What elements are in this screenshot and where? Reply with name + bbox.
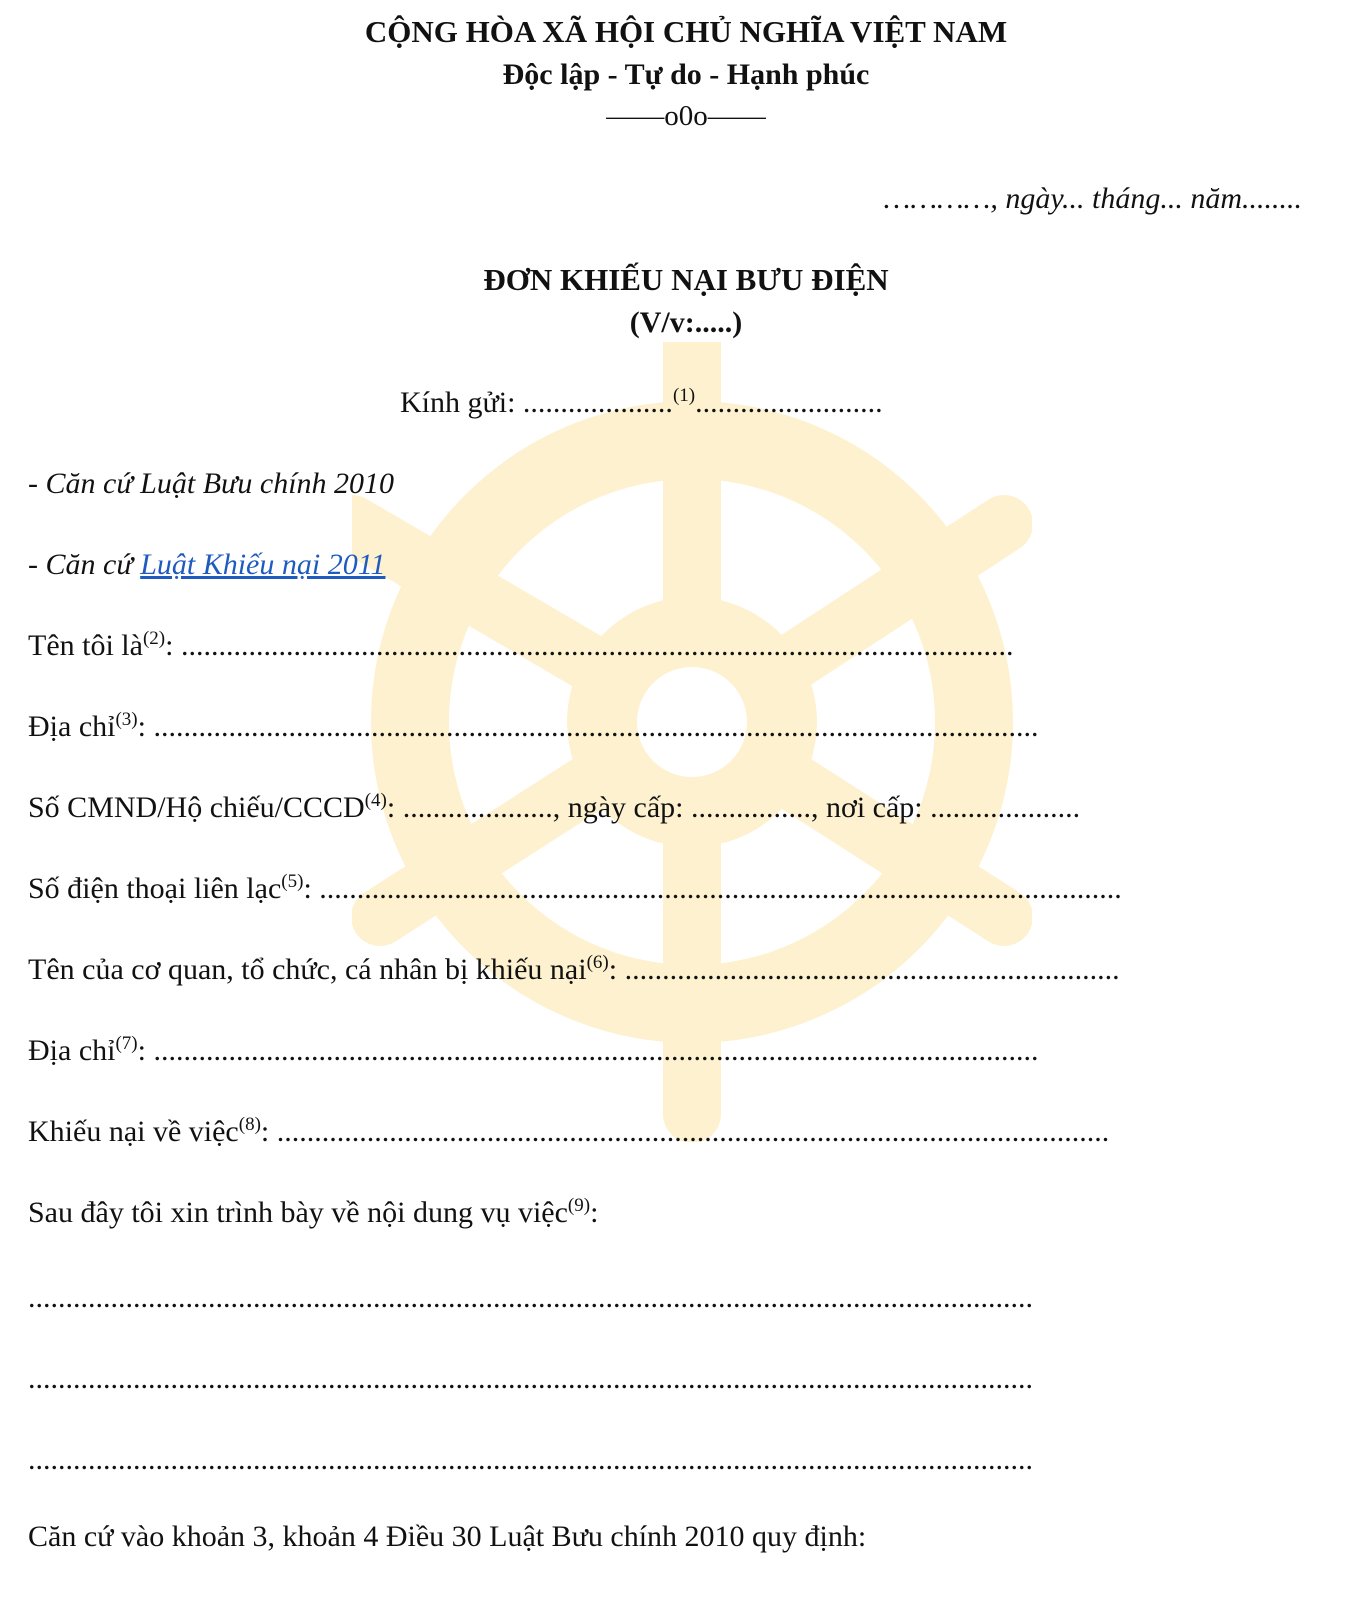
- legal-basis-item: [28, 550, 385, 580]
- field-label: Địa chỉ: [28, 710, 116, 743]
- closing-line: Căn cứ vào khoản 3, khoản 4 Điều 30 Luật Bưu chính 2010 quy định:: [28, 1520, 867, 1553]
- field-blank: : ......................................................................................................................: [137, 710, 1039, 743]
- addressee-line: [400, 385, 883, 419]
- footnote-ref: (4): [364, 790, 387, 811]
- blank-line: ......................................................................................................................................: [28, 1443, 1033, 1476]
- field-label: Khiếu nại về việc: [28, 1115, 239, 1148]
- field-respondent-address: [28, 1033, 1039, 1067]
- field-respondent-name: [28, 952, 1120, 986]
- field-blank: : ..................................................................: [608, 953, 1120, 986]
- legal-basis-text: - Căn cứ: [28, 548, 141, 581]
- date-line: …………, ngày... tháng... năm........: [883, 182, 1302, 215]
- field-blank: : ...................., ngày cấp: ................, nơi cấp: ....................: [386, 791, 1081, 824]
- footnote-ref: (9): [567, 1195, 591, 1216]
- field-label: Sau đây tôi xin trình bày về nội dung vụ việc: [28, 1196, 568, 1229]
- law-link[interactable]: Luật Khiếu nại 2011: [140, 548, 386, 581]
- legal-basis-text: - Căn cứ Luật Bưu chính 2010: [28, 467, 395, 500]
- field-blank: : ...........................................................................................................: [303, 872, 1122, 905]
- document-title: ĐƠN KHIẾU NẠI BƯU ĐIỆN: [483, 262, 889, 297]
- motto: Độc lập - Tự do - Hạnh phúc: [502, 58, 870, 91]
- field-blank: : ......................................................................................................................: [137, 1034, 1039, 1067]
- blank-line: ......................................................................................................................................: [28, 1362, 1033, 1395]
- field-case-content: [28, 1195, 599, 1229]
- field-label: Số điện thoại liên lạc: [28, 872, 282, 905]
- document-subject: (V/v:.....): [629, 306, 743, 339]
- footnote-ref: (8): [238, 1114, 261, 1135]
- field-phone: [28, 871, 1122, 905]
- footnote-ref: (5): [281, 871, 304, 892]
- national-title: CỘNG HÒA XÃ HỘI CHỦ NGHĨA VIỆT NAM: [364, 14, 1008, 49]
- addressee-dots: .........................: [695, 386, 883, 419]
- field-blank: : ...............................................................................................................: [165, 629, 1014, 662]
- footnote-ref: (1): [672, 385, 696, 406]
- field-label: Tên tôi là: [28, 629, 143, 662]
- footnote-ref: (3): [115, 709, 138, 730]
- addressee-label: Kính gửi: ....................: [400, 386, 673, 419]
- field-address: [28, 709, 1039, 743]
- field-label: Số CMND/Hộ chiếu/CCCD: [28, 791, 365, 824]
- footnote-ref: (7): [115, 1033, 138, 1054]
- field-blank: :: [590, 1196, 599, 1229]
- header-divider: ——o0o——: [606, 100, 766, 132]
- blank-line: ......................................................................................................................................: [28, 1281, 1033, 1314]
- field-complaint-subject: [28, 1114, 1110, 1148]
- footnote-ref: (6): [586, 952, 609, 973]
- field-blank: : ...............................................................................................................: [260, 1115, 1110, 1148]
- field-full-name: [28, 628, 1014, 662]
- footnote-ref: (2): [142, 628, 166, 649]
- field-id-number: [28, 790, 1081, 824]
- field-label: Tên của cơ quan, tổ chức, cá nhân bị khiếu nại: [28, 953, 587, 986]
- field-label: Địa chỉ: [28, 1034, 116, 1067]
- legal-basis-item: [28, 469, 394, 499]
